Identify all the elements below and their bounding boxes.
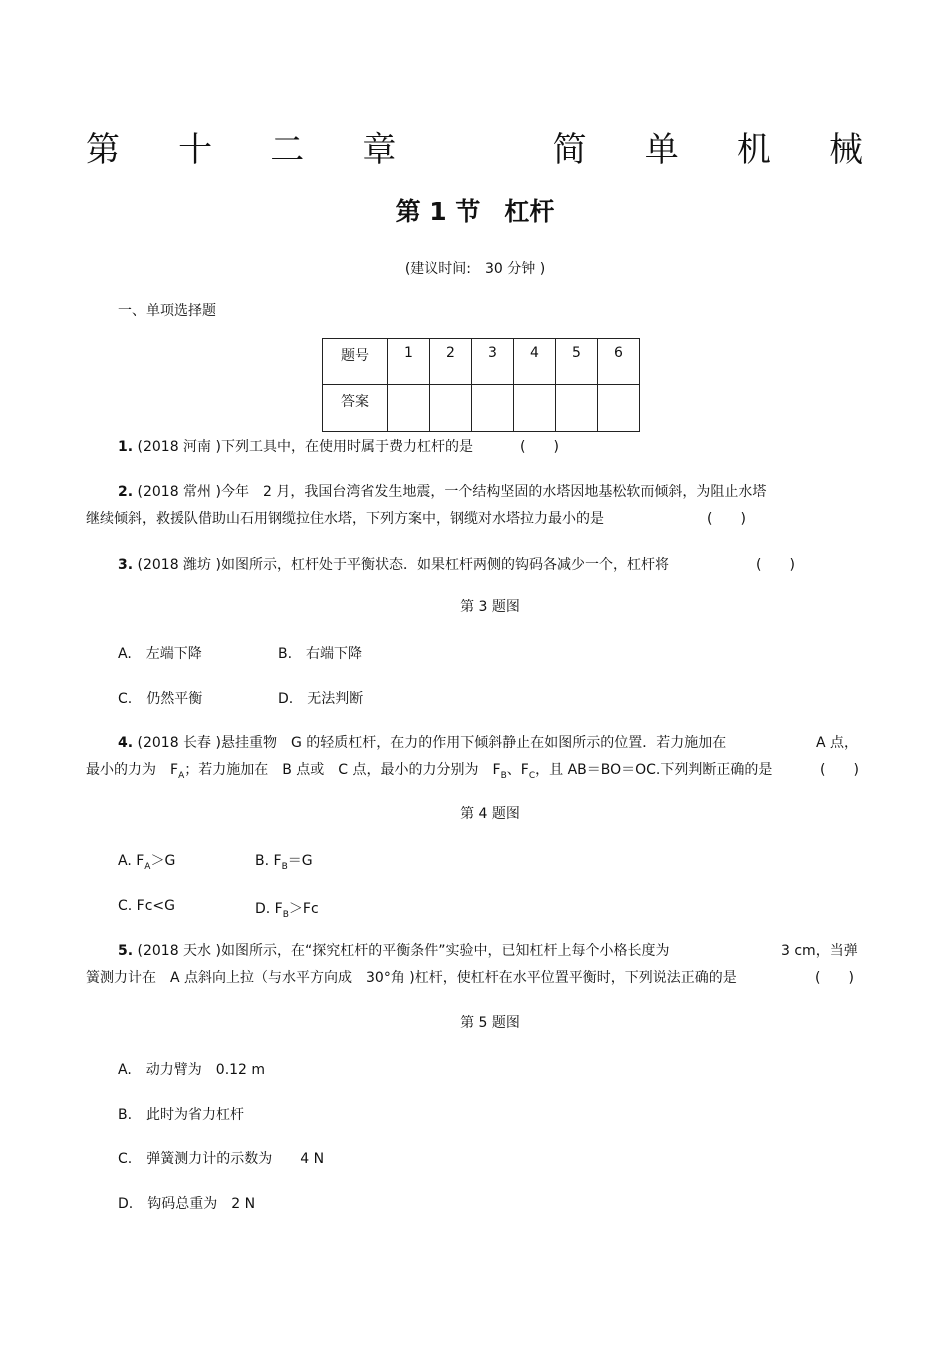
answer-bracket: ( ) <box>520 439 559 455</box>
option-a: A. 动力臂为 0.12 m <box>118 1062 266 1078</box>
chapter-char: 械 <box>829 130 863 170</box>
chapter-char: 章 <box>362 130 397 170</box>
question-number: 2. <box>118 484 134 500</box>
section-name: 杠杆 <box>504 197 555 226</box>
question-text: 继续倾斜，救援队借助山石用钢缆拉住水塔，下列方案中，钢缆对水塔拉力最小的是 <box>86 511 604 527</box>
table-number-cell: 6 <box>598 339 640 385</box>
question-text: (2018 常州 )今年 2 月，我国台湾省发生地震，一个结构坚固的水塔因地基松软而倾斜，为阻止水塔 <box>133 484 767 500</box>
option-d <box>255 898 319 920</box>
subscript: C <box>528 770 536 781</box>
answer-bracket: ( ) <box>820 762 859 778</box>
table-number-cell: 5 <box>556 339 598 385</box>
section-heading: 一、单项选择题 <box>118 303 216 319</box>
table-number-cell: 2 <box>430 339 472 385</box>
question-text: A 点， <box>816 735 859 751</box>
subscript: B <box>500 770 507 781</box>
option-d: D. 无法判断 <box>278 691 364 707</box>
text-run: D. F <box>255 901 283 917</box>
option-b: B. 右端下降 <box>278 646 363 662</box>
answer-bracket: ( ) <box>707 511 746 527</box>
question-text: 簧测力计在 A 点斜向上拉（与水平方向成 30°角 )杠杆，使杠杆在水平位置平衡时，下列说法正确的是 <box>86 970 737 986</box>
text-run: ＞G <box>150 853 176 869</box>
question-text: (2018 河南 )下列工具中，在使用时属于费力杠杆的是 <box>133 439 473 455</box>
question-3 <box>118 555 669 575</box>
answer-bracket: ( ) <box>756 557 795 573</box>
question-1 <box>118 437 473 457</box>
question-5 <box>118 941 669 961</box>
subscript: A <box>144 861 151 872</box>
option-b: B. 此时为省力杠杆 <box>118 1107 245 1123</box>
option-d: D. 钩码总重为 2 N <box>118 1196 256 1212</box>
question-text <box>86 760 772 786</box>
subscript: B <box>281 861 288 872</box>
question-text: 3 cm，当弹 <box>781 943 858 959</box>
answer-cell[interactable] <box>514 385 556 432</box>
question-text: (2018 潍坊 )如图所示，杠杆处于平衡状态．如果杠杆两侧的钩码各减少一个，杠杆将 <box>133 557 669 573</box>
answer-bracket: ( ) <box>815 970 854 986</box>
answer-cell[interactable] <box>598 385 640 432</box>
table-row <box>323 385 640 432</box>
subscript: A <box>178 770 185 781</box>
chapter-title <box>86 122 863 171</box>
question-2 <box>118 482 766 502</box>
text-run: ＞Fc <box>288 901 319 917</box>
chapter-char: 机 <box>736 130 771 170</box>
text-run: ；若力施加在 B 点或 C 点，最小的力分别为 F <box>184 762 501 778</box>
table-number-cell: 1 <box>388 339 430 385</box>
option-b <box>255 850 313 872</box>
chapter-char: 第 <box>86 130 120 170</box>
option-c: C. 弹簧测力计的示数为 4 N <box>118 1151 325 1167</box>
title-gap <box>455 122 495 171</box>
text-run: A. F <box>118 853 145 869</box>
section-title <box>0 192 950 228</box>
text-run: 最小的力为 F <box>86 762 179 778</box>
question-number: 3. <box>118 557 134 573</box>
table-number-cell: 3 <box>472 339 514 385</box>
question-text: (2018 天水 )如图所示，在“探究杠杆的平衡条件”实验中，已知杠杆上每个小格长度为 <box>133 943 670 959</box>
answer-cell[interactable] <box>472 385 514 432</box>
answer-cell[interactable] <box>556 385 598 432</box>
text-run: 、F <box>506 762 529 778</box>
option-a: A. 左端下降 <box>118 646 202 662</box>
question-number: 4. <box>118 735 134 751</box>
text-run: ＝G <box>287 853 313 869</box>
figure-caption: 第 3 题图 <box>460 599 520 615</box>
question-number: 5. <box>118 943 134 959</box>
option-c: C. Fc<G <box>118 898 176 914</box>
text-run: ，且 AB＝BO＝OC.下列判断正确的是 <box>535 762 773 778</box>
figure-caption: 第 4 题图 <box>460 806 520 822</box>
chapter-char: 简 <box>552 130 587 170</box>
chapter-char: 二 <box>270 130 305 170</box>
chapter-char: 单 <box>644 130 679 170</box>
answer-cell[interactable] <box>388 385 430 432</box>
section-number: 第 1 节 <box>395 197 481 226</box>
table-row <box>323 339 640 385</box>
figure-caption: 第 5 题图 <box>460 1015 520 1031</box>
chapter-char: 十 <box>178 130 213 170</box>
text-run: B. F <box>255 853 282 869</box>
table-number-cell: 4 <box>514 339 556 385</box>
answer-cell[interactable] <box>430 385 472 432</box>
answer-table <box>322 338 640 432</box>
table-header-label: 题号 <box>323 339 388 385</box>
time-note: (建议时间: 30 分钟 ) <box>404 261 546 277</box>
option-a <box>118 850 175 872</box>
question-4 <box>118 733 726 753</box>
subscript: B <box>282 909 289 920</box>
question-text: (2018 长春 )悬挂重物 G 的轻质杠杆，在力的作用下倾斜静止在如图所示的位置．若力施加在 <box>133 735 727 751</box>
option-c: C. 仍然平衡 <box>118 691 203 707</box>
table-answer-label: 答案 <box>323 385 388 432</box>
question-number: 1. <box>118 439 134 455</box>
